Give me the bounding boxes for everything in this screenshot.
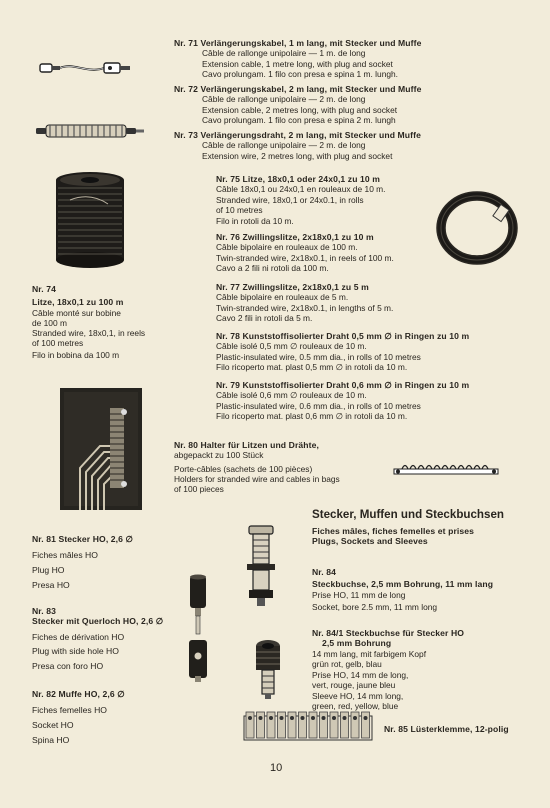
item-line: vert, rouge, jaune bleu	[312, 680, 396, 691]
item-line: Twin-stranded wire, 2x18x0.1, in reels of 100 m.	[216, 252, 394, 263]
item-line: Câble de rallonge unipolaire — 2 m. de long	[202, 94, 366, 105]
section-subtitle: Plugs, Sockets and Sleeves	[312, 536, 428, 547]
holder-strip-illustration	[392, 460, 502, 480]
item-heading: Nr. 85 Lüsterklemme, 12-polig	[384, 724, 509, 734]
page-number: 10	[270, 762, 283, 774]
item-line: Extension cable, 2 metres long, with plug and socket	[202, 104, 398, 115]
item-line: Cavo prolungam. 1 filo con presa e spina 1 m. lungh.	[202, 68, 398, 79]
item-nr81	[32, 534, 133, 592]
cable-holder-photo	[60, 388, 142, 510]
extension-cable-2m-illustration	[36, 122, 146, 140]
item-heading: Litze, 18x0,1 zu 100 m	[32, 297, 124, 308]
item-line: of 10 metres	[216, 204, 263, 215]
wire-coil-illustration	[436, 190, 518, 266]
item-line: green, red, yellow, blue	[312, 701, 399, 712]
item-heading-2: 2,5 mm Bohrung	[322, 638, 392, 649]
item-heading: Nr. 84/1 Steckbuchse für Stecker HO	[312, 628, 465, 638]
item-nr74	[32, 284, 145, 360]
item-line: Plug with side hole HO	[32, 646, 119, 657]
item-number: Nr. 84	[312, 567, 337, 577]
item-heading: Steckbuchse, 2,5 mm Bohrung, 11 mm lang	[312, 579, 494, 590]
item-line: Extension wire, 2 metres long, with plug and socket	[202, 150, 393, 161]
item-line: abgepackt zu 100 Stück	[174, 450, 264, 461]
item-line: Stranded wire, 18x0,1, in reels	[32, 328, 146, 338]
item-line: of 100 metres	[32, 338, 84, 349]
item-nr73	[174, 130, 421, 161]
item-line: Câble bipolaire en rouleaux de 5 m.	[216, 292, 349, 303]
item-nr75	[216, 174, 385, 226]
extension-cable-1m-illustration	[38, 58, 138, 78]
wire-spool-illustration	[50, 170, 130, 270]
item-nr83	[32, 606, 163, 674]
item-heading: Nr. 71 Verlängerungskabel, 1 m lang, mit Stecker und Muffe	[174, 38, 422, 48]
item-heading: Nr. 81 Stecker HO, 2,6 ∅	[32, 534, 134, 544]
item-number: Nr. 83	[32, 606, 57, 616]
item-line: Prise HO, 14 mm de long,	[312, 670, 409, 680]
item-line: Fiches femelles HO	[32, 705, 107, 716]
plug-nr81-illustration	[186, 574, 210, 636]
item-line: Socket HO	[32, 720, 74, 730]
item-line: Twin-stranded wire, 2x18x0.1, in lengths of 5 m.	[216, 302, 394, 313]
item-nr85	[384, 724, 509, 734]
section-title: Stecker, Muffen und Steckbuchsen	[312, 508, 504, 521]
item-heading: Nr. 82 Muffe HO, 2,6 ∅	[32, 689, 125, 699]
item-line: Câble isolé 0,6 mm ∅ rouleaux de 10 m.	[216, 390, 367, 401]
item-heading: Nr. 77 Zwillingslitze, 2x18x0,1 zu 5 m	[216, 282, 369, 292]
item-line: Filo ricoperto mat. plast 0,5 mm ∅ in rotoli da 10 m.	[216, 361, 408, 372]
item-line: Filo ricoperto mat. plast 0,6 mm ∅ in rotoli da 10 m.	[216, 410, 408, 421]
item-line: Câble bipolaire en rouleaux de 100 m.	[216, 242, 358, 253]
item-line: Porte-câbles (sachets de 100 pièces)	[174, 463, 313, 474]
item-line: Câble isolé 0,5 mm ∅ rouleaux de 10 m.	[216, 341, 367, 352]
item-line: Presa HO	[32, 579, 70, 590]
item-line: Stranded wire, 18x0,1 or 24x0.1, in rolls	[216, 194, 364, 205]
item-heading: Nr. 80 Halter für Litzen und Drähte,	[174, 440, 319, 450]
section-subtitle: Fiches mâles, fiches femelles et prises	[312, 526, 475, 536]
item-line: Filo in bobina da 100 m	[32, 350, 120, 361]
item-nr82	[32, 689, 125, 747]
item-nr77	[216, 282, 393, 323]
item-line: Holders for stranded wire and cables in bags	[174, 473, 340, 484]
item-line: Câble de rallonge unipolaire — 2 m. de long	[202, 140, 366, 151]
item-line: Spina HO	[32, 734, 70, 745]
item-line: Extension cable, 1 metre long, with plug and socket	[202, 58, 393, 69]
item-line: Prise HO, 11 mm de long	[312, 589, 406, 600]
item-number: Nr. 74	[32, 284, 57, 294]
item-heading: Stecker mit Querloch HO, 2,6 ∅	[32, 616, 164, 627]
item-line: Cavo 2 fili in rotoli da 5 m.	[216, 312, 313, 323]
item-heading: Nr. 76 Zwillingslitze, 2x18x0,1 zu 10 m	[216, 232, 374, 242]
item-line: 14 mm lang, mit farbigem Kopf	[312, 648, 427, 659]
item-line: Fiches mâles HO	[32, 550, 98, 561]
item-nr78	[216, 331, 469, 372]
item-line: de 100 m	[32, 317, 67, 328]
socket-nr84-illustration	[243, 524, 279, 608]
item-line: grün rot, gelb, blau	[312, 658, 382, 669]
item-line: Câble 18x0,1 ou 24x0,1 en rouleaux de 10 m.	[216, 184, 386, 195]
item-line: Plastic-insulated wire, 0.6 mm dia., in rolls of 10 metres	[216, 400, 421, 411]
item-nr84-1	[312, 628, 464, 711]
item-line: of 100 pieces	[174, 483, 224, 494]
item-heading: Nr. 78 Kunststoffisolierter Draht 0,5 mm ∅ in Ringen zu 10 m	[216, 331, 470, 341]
item-nr80	[174, 440, 340, 494]
item-line: Plug HO	[32, 565, 65, 575]
item-nr79	[216, 380, 469, 421]
item-line: Fiches de dérivation HO	[32, 631, 125, 642]
item-nr72	[174, 84, 421, 125]
item-heading: Nr. 75 Litze, 18x0,1 oder 24x0,1 zu 10 m	[216, 174, 381, 184]
item-line: Filo in rotoli da 10 m.	[216, 215, 294, 226]
item-line: Plastic-insulated wire, 0.5 mm dia., in rolls of 10 metres	[216, 351, 421, 362]
item-nr71	[174, 38, 421, 79]
terminal-block-illustration	[242, 710, 374, 746]
item-heading: Nr. 79 Kunststoffisolierter Draht 0,6 mm ∅ in Ringen zu 10 m	[216, 380, 470, 390]
item-line: Cavo prolungam. 1 filo con presa e spina 2 m. lungh	[202, 114, 396, 125]
plug-side-hole-illustration	[186, 638, 210, 682]
item-line: Câble monté sur bobine	[32, 307, 121, 318]
item-line: Presa con foro HO	[32, 661, 104, 671]
item-heading: Nr. 73 Verlängerungsdraht, 2 m lang, mit Stecker und Muffe	[174, 130, 421, 140]
item-nr84	[312, 567, 493, 612]
item-heading: Nr. 72 Verlängerungskabel, 2 m lang, mit Stecker und Muffe	[174, 84, 422, 94]
item-line: Sleeve HO, 14 mm long,	[312, 691, 404, 702]
item-line: Socket, bore 2.5 mm, 11 mm long	[312, 601, 438, 612]
item-line: Cavo a 2 fili ni rotoli da 100 m.	[216, 262, 329, 273]
socket-nr841-illustration	[252, 638, 284, 700]
item-line: Câble de rallonge unipolaire — 1 m. de long	[202, 48, 366, 59]
section-header	[312, 508, 504, 547]
item-nr76	[216, 232, 394, 273]
